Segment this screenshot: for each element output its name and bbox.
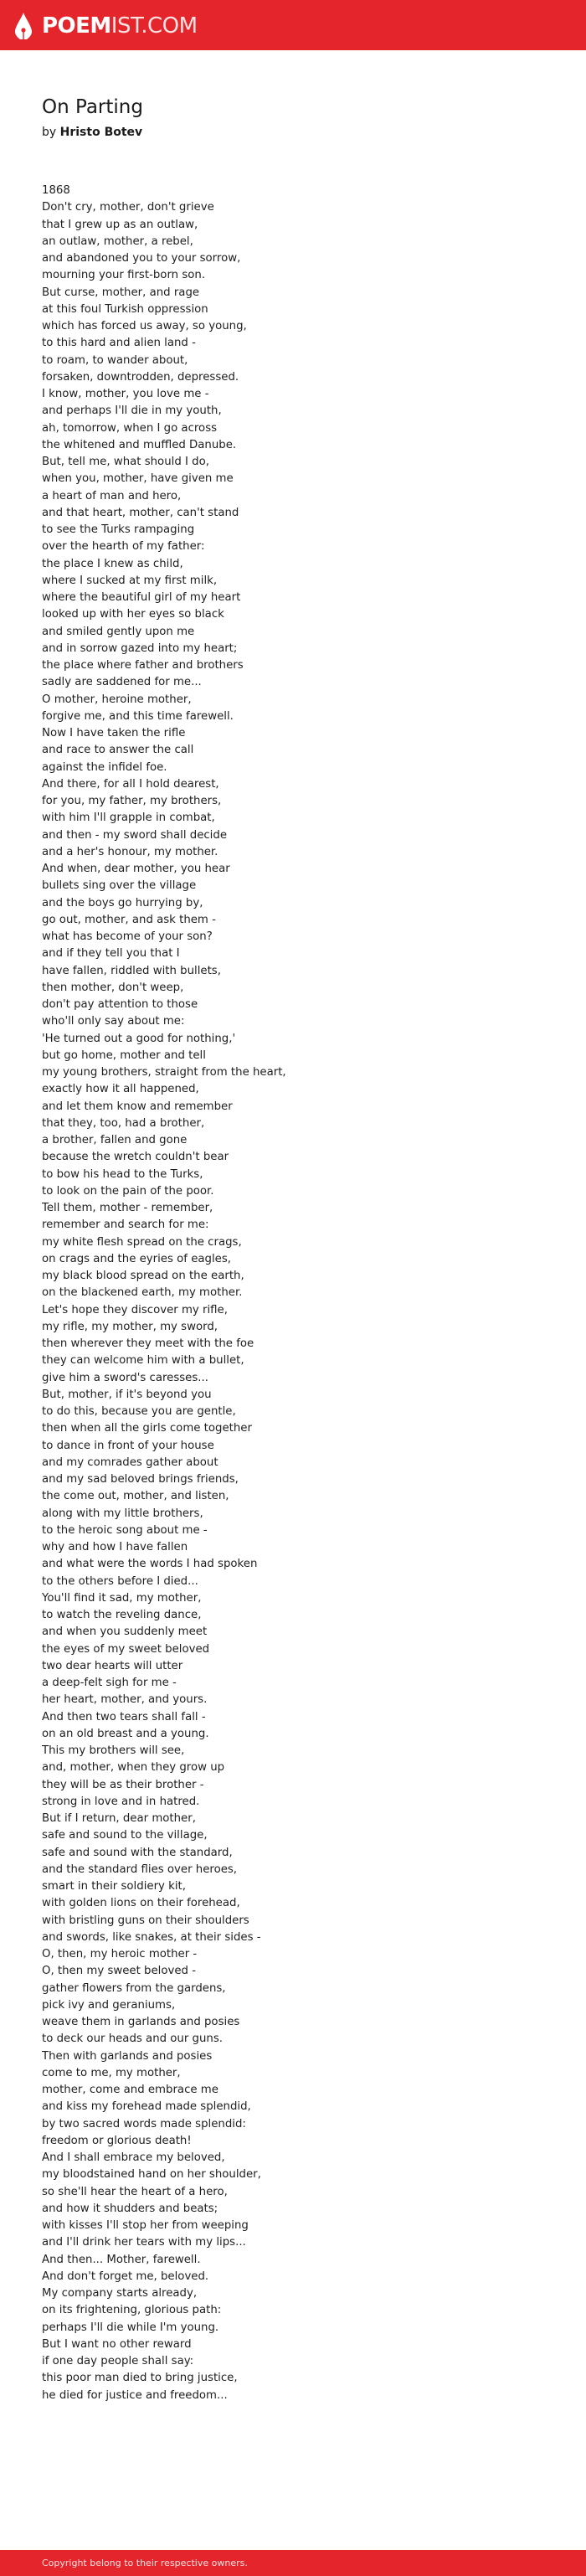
- poem-line: and if they tell you that I: [42, 947, 180, 961]
- poem-line: who'll only say about me:: [42, 1015, 185, 1028]
- poem-line: don't pay attention to those: [42, 998, 198, 1011]
- poem-line: smart in their soldiery kit,: [42, 1880, 186, 1893]
- poem-line: mother, come and embrace me: [42, 2084, 218, 2096]
- poem-line: bullets sing over the village: [42, 879, 197, 893]
- poem-line: Now I have taken the rifle: [42, 727, 186, 739]
- poem-line: that I grew up as an outlaw,: [42, 218, 198, 231]
- poem-line: with him I'll grapple in combat,: [42, 811, 215, 825]
- poem-line: But if I return, dear mother,: [42, 1812, 196, 1825]
- poem-line: if one day people shall say:: [42, 2355, 194, 2367]
- poem-line: he died for justice and freedom...: [42, 2388, 228, 2402]
- poem-line: and the boys go hurrying by,: [42, 896, 203, 909]
- poem-line: O, then, my heroic mother -: [42, 1948, 198, 1960]
- poem-line: O, then my sweet beloved -: [42, 1965, 197, 1978]
- poem-line: and abandoned you to your sorrow,: [42, 252, 241, 265]
- poem-line: with golden lions on their forehead,: [42, 1897, 240, 1910]
- poem-line: and in sorrow gazed into my heart;: [42, 641, 238, 655]
- poem-line: my rifle, my mother, my sword,: [42, 1320, 218, 1333]
- poem-line: and swords, like snakes, at their sides -: [42, 1930, 261, 1944]
- logo-text: [42, 12, 198, 40]
- poem-line: they will be as their brother -: [42, 1778, 204, 1791]
- poem-line: what has become of your son?: [42, 930, 213, 943]
- site-logo[interactable]: [13, 12, 198, 40]
- poem-line: over the hearth of my father:: [42, 540, 205, 554]
- poem-line: pick ivy and geraniums,: [42, 1998, 176, 2012]
- poem-line: ah, tomorrow, when I go across: [42, 421, 218, 435]
- poem-line: to the others before I died...: [42, 1574, 198, 1588]
- logo-text-bold: POEM: [42, 13, 111, 39]
- poem-line: And then... Mother, farewell.: [42, 2253, 201, 2266]
- poem-line: but go home, mother and tell: [42, 1048, 206, 1062]
- site-footer: [0, 2550, 586, 2576]
- poem-line: to this hard and alien land -: [42, 337, 196, 350]
- poem-line: and I'll drink her tears with my lips...: [42, 2236, 246, 2249]
- poem-line: and my comrades gather about: [42, 1455, 218, 1469]
- poem-line: the place I knew as child,: [42, 557, 183, 570]
- poem-line: This my brothers will see,: [42, 1744, 185, 1757]
- poem-line: And then two tears shall fall -: [42, 1710, 206, 1723]
- poem-line: strong in love and in hatred.: [42, 1795, 200, 1808]
- poem-line: to deck our heads and our guns.: [42, 2032, 223, 2046]
- poem-line: because the wretch couldn't bear: [42, 1151, 229, 1164]
- poem-line: the eyes of my sweet beloved: [42, 1642, 210, 1656]
- poem-line: But, mother, if it's beyond you: [42, 1388, 212, 1401]
- poem-line: Don't cry, mother, don't grieve: [42, 201, 214, 214]
- poem-line: and how it shudders and beats;: [42, 2202, 218, 2215]
- poem-line: the whitened and muffled Danube.: [42, 438, 237, 451]
- poem-line: But, tell me, what should I do,: [42, 456, 209, 468]
- poem-line: when you, mother, have given me: [42, 472, 234, 486]
- poem-line: But I want no other reward: [42, 2337, 192, 2351]
- poem-line: on crags and the eyries of eagles,: [42, 1252, 231, 1265]
- poem-line: to dance in front of your house: [42, 1439, 214, 1452]
- poem-line: Then with garlands and posies: [42, 2049, 213, 2063]
- poem-line: to bow his head to the Turks,: [42, 1167, 203, 1181]
- poem-line: and perhaps I'll die in my youth,: [42, 404, 222, 418]
- poem-line: mourning your first-born son.: [42, 269, 206, 282]
- logo-text-light: IST.COM: [111, 13, 198, 39]
- poem-line: And there, for all I hold dearest,: [42, 777, 219, 791]
- poem-line: where the beautiful girl of my heart: [42, 591, 241, 604]
- poem-line: two dear hearts will utter: [42, 1659, 183, 1672]
- poem-line: I know, mother, you love me -: [42, 388, 209, 400]
- poem-line: perhaps I'll die while I'm young.: [42, 2321, 219, 2334]
- poem-line: and kiss my forehead made splendid,: [42, 2100, 251, 2114]
- poem-line: and then - my sword shall decide: [42, 828, 227, 842]
- poem-line: then when all the girls come together: [42, 1422, 252, 1435]
- poem-line: to see the Turks rampaging: [42, 523, 195, 536]
- poem-line: then mother, don't weep,: [42, 981, 184, 994]
- poem-title: On Parting: [42, 96, 143, 118]
- site-header: [0, 0, 586, 50]
- poem-line: remember and search for me:: [42, 1218, 209, 1232]
- author-link[interactable]: Hristo Botev: [59, 126, 143, 139]
- poem-line: looked up with her eyes so black: [42, 608, 224, 621]
- poem-line: along with my little brothers,: [42, 1507, 203, 1520]
- poem-line: an outlaw, mother, a rebel,: [42, 234, 193, 248]
- poem-line: where I sucked at my first milk,: [42, 574, 218, 587]
- poem-line: against the infidel foe.: [42, 760, 167, 774]
- poem-line: this poor man died to bring justice,: [42, 2372, 238, 2385]
- poem-line: so she'll hear the heart of a hero,: [42, 2185, 228, 2198]
- poem-line: and smiled gently upon me: [42, 625, 195, 638]
- poem-line: safe and sound to the village,: [42, 1829, 208, 1842]
- poem-line: and what were the words I had spoken: [42, 1558, 258, 1571]
- poem-line: then wherever they meet with the foe: [42, 1337, 254, 1350]
- poem-line: on the blackened earth, my mother.: [42, 1286, 243, 1300]
- poem-line: And don't forget me, beloved.: [42, 2269, 209, 2283]
- poem-line: You'll find it sad, my mother,: [42, 1591, 202, 1605]
- poem-line: and my sad beloved brings friends,: [42, 1473, 239, 1486]
- poem-line: and race to answer the call: [42, 744, 194, 757]
- poem-line: they can welcome him with a bullet,: [42, 1354, 244, 1368]
- poem-line: forgive me, and this time farewell.: [42, 709, 234, 723]
- poem-line: to do this, because you are gentle,: [42, 1405, 236, 1418]
- pen-nib-icon: [13, 12, 34, 40]
- poem-line: freedom or glorious death!: [42, 2134, 192, 2147]
- poem-line: which has forced us away, so young,: [42, 320, 247, 332]
- poem-line: her heart, mother, and yours.: [42, 1693, 208, 1707]
- poem-line: and when you suddenly meet: [42, 1625, 208, 1639]
- poem-byline: [42, 124, 142, 141]
- poem-line: have fallen, riddled with bullets,: [42, 964, 221, 977]
- poem-line: the place where father and brothers: [42, 659, 244, 672]
- poem-line: weave them in garlands and posies: [42, 2016, 240, 2028]
- poem-body: [42, 183, 561, 2404]
- poem-line: and, mother, when they grow up: [42, 1761, 225, 1775]
- poem-line: my young brothers, straight from the heart,: [42, 1066, 286, 1079]
- poem-line: But curse, mother, and rage: [42, 286, 200, 299]
- poem-line: go out, mother, and ask them -: [42, 913, 216, 926]
- poem-line: give him a sword's caresses...: [42, 1371, 208, 1384]
- poem-line: and the standard flies over heroes,: [42, 1862, 238, 1876]
- byline-prefix: by: [42, 126, 57, 139]
- poem-line: my white flesh spread on the crags,: [42, 1235, 242, 1249]
- poem-line: O mother, heroine mother,: [42, 693, 192, 706]
- poem-line: a heart of man and hero,: [42, 489, 182, 502]
- poem-line: forsaken, downtrodden, depressed.: [42, 370, 239, 384]
- poem-line: 'He turned out a good for nothing,': [42, 1032, 236, 1045]
- poem-line: And when, dear mother, you hear: [42, 863, 230, 875]
- poem-line: at this foul Turkish oppression: [42, 302, 208, 316]
- poem-line: my black blood spread on the earth,: [42, 1270, 244, 1282]
- poem-line: my bloodstained hand on her shoulder,: [42, 2168, 261, 2182]
- poem-line: with bristling guns on their shoulders: [42, 1914, 249, 1927]
- poem-line: Tell them, mother - remember,: [42, 1202, 213, 1214]
- poem-line: on its frightening, glorious path:: [42, 2304, 222, 2317]
- poem-line: that they, too, had a brother,: [42, 1116, 205, 1130]
- poem-line: Let's hope they discover my rifle,: [42, 1303, 228, 1316]
- poem-line: a deep-felt sigh for me -: [42, 1677, 177, 1689]
- copyright-text: Copyright belong to their respective owners.: [42, 2558, 248, 2568]
- poem-line: and that heart, mother, can't stand: [42, 506, 239, 519]
- poem-line: come to me, my mother,: [42, 2066, 181, 2079]
- poem-line: with kisses I'll stop her from weeping: [42, 2219, 249, 2232]
- poem-line: safe and sound with the standard,: [42, 1846, 233, 1859]
- poem-line: And I shall embrace my beloved,: [42, 2151, 225, 2164]
- poem-line: to roam, to wander about,: [42, 353, 188, 367]
- poem-line: the come out, mother, and listen,: [42, 1490, 229, 1503]
- poem-line: by two sacred words made splendid:: [42, 2117, 246, 2130]
- poem-line: to watch the reveling dance,: [42, 1609, 202, 1621]
- poem-line: sadly are saddened for me...: [42, 676, 202, 689]
- poem-line: exactly how it all happened,: [42, 1083, 199, 1096]
- poem-line: on an old breast and a young.: [42, 1727, 209, 1740]
- poem-line: to look on the pain of the poor.: [42, 1184, 214, 1198]
- poem-line: and a her's honour, my mother.: [42, 845, 218, 858]
- poem-line: to the heroic song about me -: [42, 1523, 208, 1537]
- poem-line: gather flowers from the gardens,: [42, 1981, 226, 1995]
- poem-line: a brother, fallen and gone: [42, 1134, 188, 1146]
- poem-line: and let them know and remember: [42, 1100, 233, 1113]
- poem-line: for you, my father, my brothers,: [42, 795, 222, 807]
- poem-line: My company starts already,: [42, 2287, 198, 2300]
- poem-line: 1868: [42, 184, 70, 197]
- poem-line: why and how I have fallen: [42, 1541, 188, 1553]
